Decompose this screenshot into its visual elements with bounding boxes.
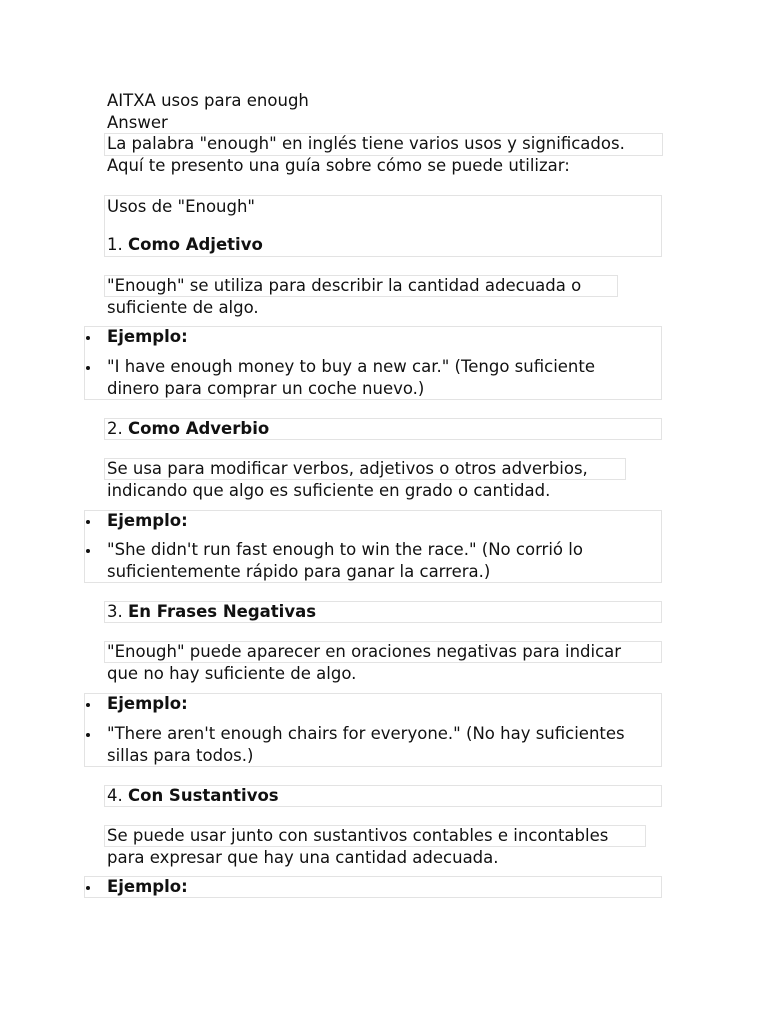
intro-line1: La palabra "enough" en inglés tiene varios usos y significados. <box>107 134 625 153</box>
answer-label: Answer <box>107 113 168 132</box>
section-4-desc-line2: para expresar que hay una cantidad adecuada. <box>107 848 499 867</box>
section-3-number: 3. <box>107 602 123 621</box>
section-2-example-label: Ejemplo: <box>107 511 188 530</box>
section-1-example-line2: dinero para comprar un coche nuevo.) <box>107 379 425 398</box>
section-2-number: 2. <box>107 419 123 438</box>
section-3-example-line1: "There aren't enough chairs for everyone." (No hay suficientes <box>107 724 625 743</box>
section-1-title: Como Adjetivo <box>128 235 263 254</box>
usos-heading: Usos de "Enough" <box>107 197 256 216</box>
section-4-desc-line1: Se puede usar junto con sustantivos contables e incontables <box>107 826 609 845</box>
section-3-desc-line2: que no hay suficiente de algo. <box>107 664 357 683</box>
bullet-icon <box>86 336 90 340</box>
bullet-icon <box>86 886 90 890</box>
section-1-example-line1: "I have enough money to buy a new car." (Tengo suficiente <box>107 357 596 376</box>
bullet-icon <box>86 733 90 737</box>
section-2-example-line1: "She didn't run fast enough to win the race." (No corrió lo <box>107 540 583 559</box>
section-2-heading <box>107 418 269 440</box>
section-3-heading <box>107 601 316 623</box>
bullet-icon <box>86 366 90 370</box>
intro-line2: Aquí te presento una guía sobre cómo se puede utilizar: <box>107 156 570 175</box>
section-4-title: Con Sustantivos <box>128 786 279 805</box>
section-2-title: Como Adverbio <box>128 419 270 438</box>
section-2-desc-line2: indicando que algo es suficiente en grado o cantidad. <box>107 481 551 500</box>
document-title: AITXA usos para enough <box>107 91 309 110</box>
section-1-desc-line2: suficiente de algo. <box>107 298 259 317</box>
section-1-number: 1. <box>107 235 123 254</box>
section-2-desc-line1: Se usa para modificar verbos, adjetivos o otros adverbios, <box>107 459 588 478</box>
bullet-icon <box>86 520 90 524</box>
section-3-example-label: Ejemplo: <box>107 694 188 713</box>
section-2-example-line2: suficientemente rápido para ganar la carrera.) <box>107 562 491 581</box>
section-3-example-line2: sillas para todos.) <box>107 746 254 765</box>
section-1-example-label: Ejemplo: <box>107 327 188 346</box>
bullet-icon <box>86 549 90 553</box>
bullet-icon <box>86 703 90 707</box>
section-4-heading <box>107 785 279 807</box>
section-4-number: 4. <box>107 786 123 805</box>
section-3-title: En Frases Negativas <box>128 602 317 621</box>
section-3-desc-line1: "Enough" puede aparecer en oraciones negativas para indicar <box>107 642 622 661</box>
section-1-heading <box>107 234 263 256</box>
section-1-desc-line1: "Enough" se utiliza para describir la cantidad adecuada o <box>107 276 582 295</box>
section-4-example-label: Ejemplo: <box>107 877 188 896</box>
